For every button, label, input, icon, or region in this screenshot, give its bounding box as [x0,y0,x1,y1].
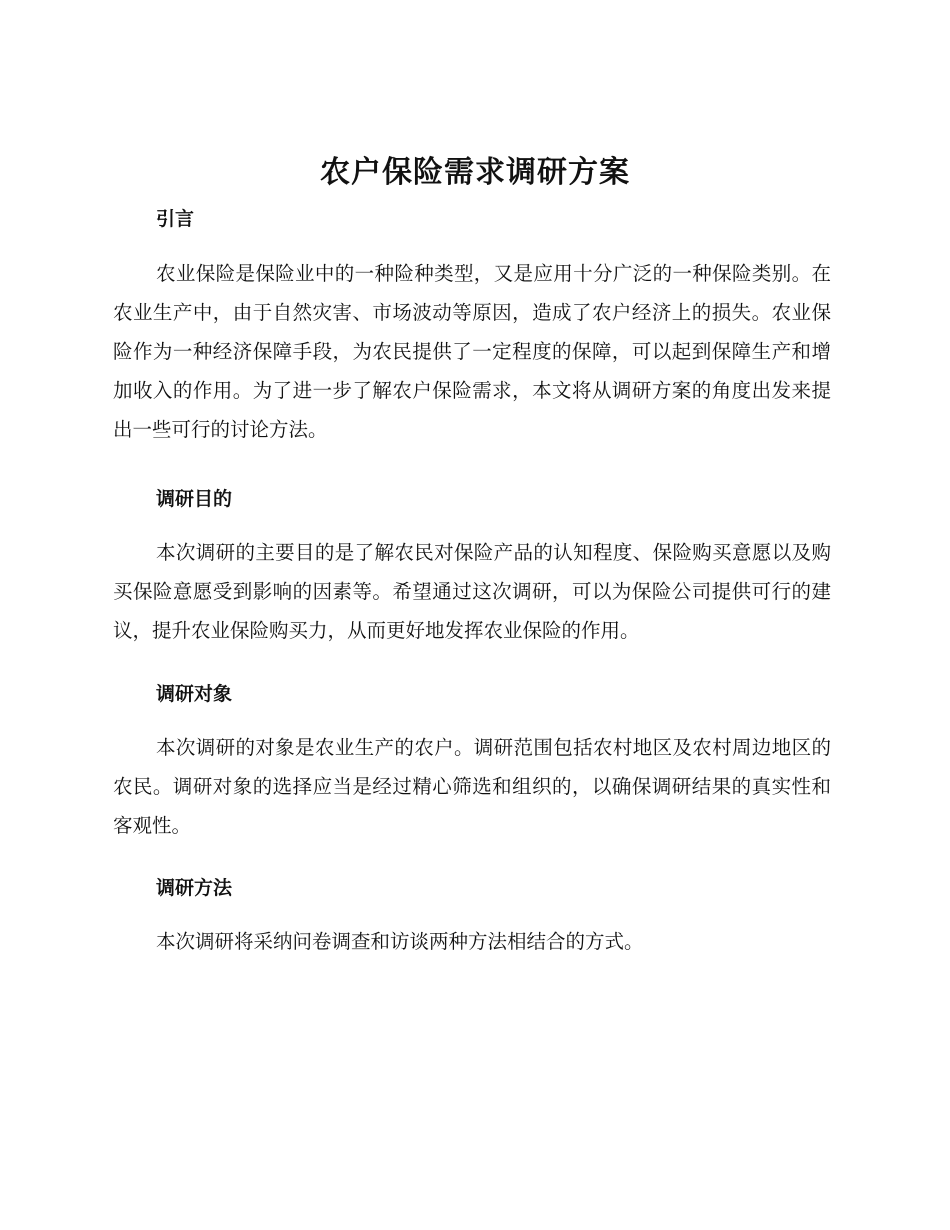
section-paragraph-methods: 本次调研将采纳问卷调查和访谈两种方法相结合的方式。 [156,930,644,953]
document-title: 农户保险需求调研方案 [320,155,630,190]
section-paragraph-purpose: 本次调研的主要目的是了解农民对保险产品的认知程度、保险购买意愿以及购买保险意愿受到影响的因素等。希望通过这次调研，可以为保险公司提供可行的建议，提升农业保险购买力，从而更好地发挥农业保险的作用。 [113,541,831,642]
section-heading-subjects: 调研对象 [156,683,233,705]
section-paragraph-subjects: 本次调研的对象是农业生产的农户。调研范围包括农村地区及农村周边地区的农民。调研对象的选择应当是经过精心筛选和组织的，以确保调研结果的真实性和客观性。 [113,736,831,837]
section-paragraph-introduction: 农业保险是保险业中的一种险种类型，又是应用十分广泛的一种保险类别。在农业生产中，由于自然灾害、市场波动等原因，造成了农户经济上的损失。农业保险作为一种经济保障手段，为农民提供了一定程度的保障，可以起到保障生产和增加收入的作用。为了进一步了解农户保险需求，本文将从调研方案的角度出发来提出一些可行的讨论方法。 [113,262,831,441]
section-heading-purpose: 调研目的 [156,488,233,510]
section-heading-methods: 调研方法 [156,877,233,899]
section-heading-introduction: 引言 [156,208,195,230]
